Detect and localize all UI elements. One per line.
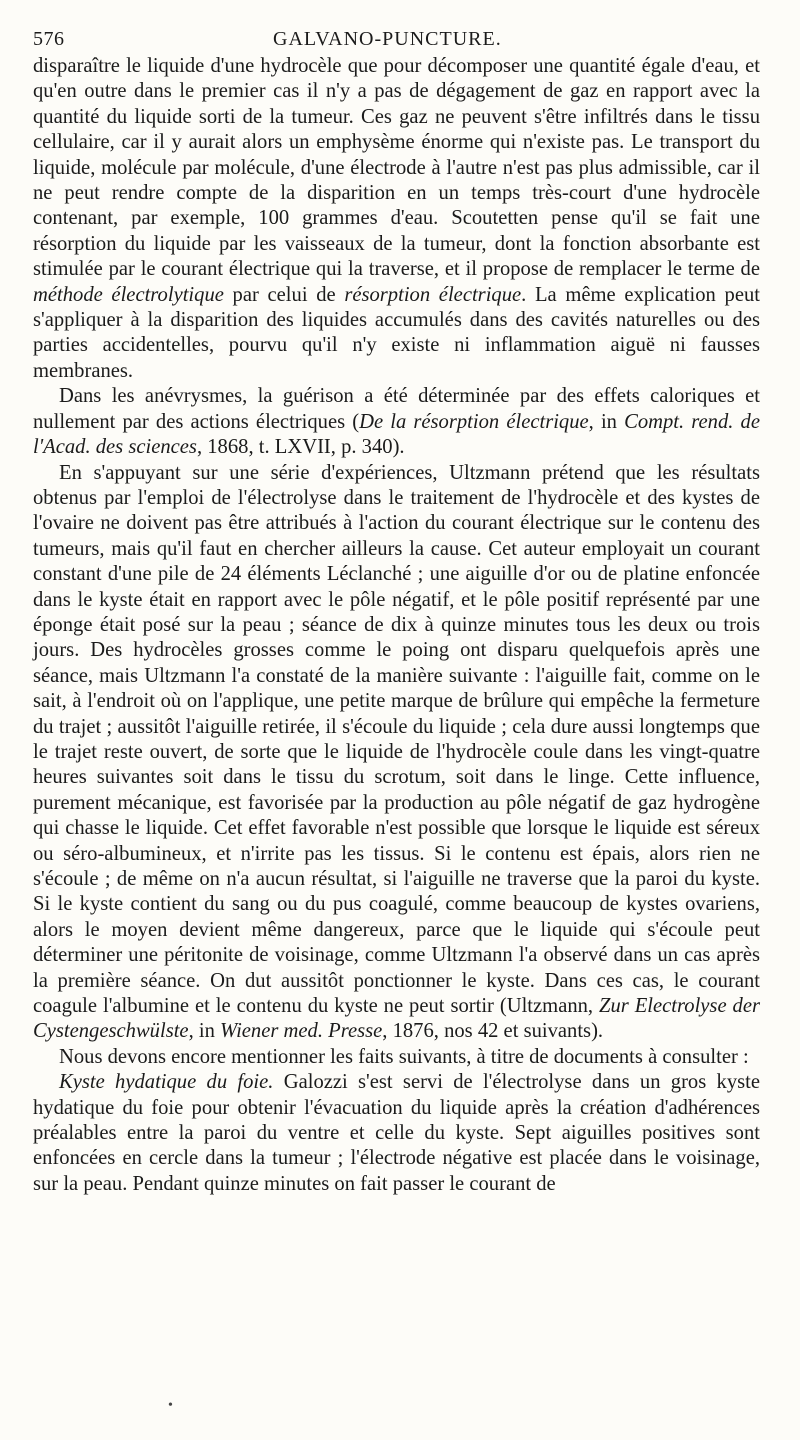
- paragraph: [33, 461, 760, 1045]
- paragraph: [33, 1070, 760, 1197]
- text-run: , 1868, t. LXVII, p. 340).: [196, 436, 405, 459]
- italic-text: méthode électrolytique: [33, 283, 224, 306]
- text-run: par celui de: [223, 283, 345, 306]
- italic-text: Wiener med. Presse: [220, 1020, 383, 1043]
- italic-text: Kyste hydatique du foie.: [59, 1071, 274, 1094]
- text-run: , 1876, nos 42 et suivants).: [382, 1020, 604, 1043]
- running-head: [33, 28, 760, 54]
- text-run: , in: [588, 410, 625, 433]
- text-run: , in: [188, 1020, 221, 1043]
- footer-mark: •: [168, 1398, 173, 1413]
- text-run: disparaître le liquide d'une hydrocèle que pour décomposer une quantité égale d'eau, et qu'en outre dans le premier cas il n'y a pas de dégagement de gaz en rapport avec la quantité du liquide sorti de la tumeur. Ces gaz ne peuvent s'être infiltrés dans le tissu cellulaire, car il y aurait alors un emphysème énorme qui n'existe pas. Le transport du liquide, molécule par molécule, d'une électrode à l'autre n'est pas plus admissible, car il ne peut rendre compte de la disparition en un temps très-court d'une hydrocèle contenant, par exemple, 100 grammes d'eau. Scoutetten pense qu'il se fait une résorption du liquide par les vaisseaux de la tumeur, dont la fonction absorbante est stimulée par le courant électrique qui la traverse, et il propose de remplacer le terme de: [33, 55, 760, 281]
- paragraph: [33, 1045, 760, 1070]
- text-run: Dans les anévrysmes, la guérison a été déterminée par des effets caloriques et nullement par des actions électriques (: [33, 385, 760, 433]
- text-run: Galozzi s'est servi de l'électrolyse dans un gros kyste hydatique du foie pour obtenir l'évacuation du liquide après la création d'adhérences préalables entre la paroi du ventre et celle du kyste. Sept aiguilles positives sont enfoncées en cercle dans la tumeur ; l'électrode négative est placée dans le voisinage, sur la peau. Pendant quinze minutes on fait passer le courant de: [33, 1071, 760, 1195]
- italic-text: Zur Electrolyse der Cystengeschwülste: [33, 995, 760, 1043]
- italic-text: De la résorption électrique: [359, 410, 589, 433]
- text-run: En s'appuyant sur une série d'expériences, Ultzmann prétend que les résultats obtenus par l'emploi de l'électrolyse dans le traitement de l'hydrocèle et des kystes de l'ovaire ne doivent pas être attribués à l'action du courant électrique sur le contenu des tumeurs, mais qu'il faut en chercher ailleurs la cause. Cet auteur employait un courant constant d'une pile de 24 éléments Léclanché ; une aiguille d'or ou de platine enfoncée dans le kyste était en rapport avec le pôle négatif, et le pôle positif représenté par une éponge était posé sur la peau ; séance de dix à quinze minutes tous les deux ou trois jours. Des hydrocèles grosses comme le poing ont disparu quelquefois après une séance, mais Ultzmann l'a constaté de la manière suivante : l'aiguille fait, comme on le sait, à l'endroit où on l'applique, une petite marque de brûlure qui empêche la fermeture du trajet ; aussitôt l'aiguille retirée, il s'écoule du liquide ; cela dure aussi longtemps que le trajet reste ouvert, de sorte que le liquide de l'hydrocèle coule dans les vingt-quatre heures suivantes soit dans le tissu du scrotum, soit dans le linge. Cette influence, purement mécanique, est favorisée par la production au pôle négatif de gaz hydrogène qui chasse le liquide. Cet effet favorable n'est possible que lorsque le liquide est séreux ou séro-albumineux, et n'irrite pas les tissus. Si le contenu est épais, alors rien ne s'écoule ; de même on n'a aucun résultat, si l'aiguille ne traverse que la paroi du kyste. Si le kyste contient du sang ou du pus coagulé, comme beaucoup de kystes ovariens, alors le moyen devient même dangereux, parce que le liquide qui s'écoule peut déterminer une péritonite de voisinage, comme Ultzmann l'a observé dans un cas après la première séance. On dut aussitôt ponctionner le kyste. Dans ces cas, le courant coagule l'albumine et le contenu du kyste ne peut sortir (Ultzmann,: [33, 461, 760, 1018]
- italic-text: résorption électrique: [344, 283, 522, 306]
- italic-text: Compt. rend. de l'Acad. des sciences: [33, 410, 760, 459]
- text-run: . La même explication peut s'appliquer à la disparition des liquides accumulés dans des cavités naturelles ou des parties accidentelles, pourvu qu'il n'y existe ni inflammation aiguë ni fausses membranes.: [33, 283, 760, 382]
- paragraph: [33, 54, 760, 384]
- paragraph: [33, 384, 760, 460]
- running-title: GALVANO-PUNCTURE.: [273, 28, 502, 50]
- body-text: [33, 54, 760, 1197]
- text-run: Nous devons encore mentionner les faits suivants, à titre de documents à consulter :: [59, 1045, 749, 1068]
- page-number: 576: [33, 28, 65, 50]
